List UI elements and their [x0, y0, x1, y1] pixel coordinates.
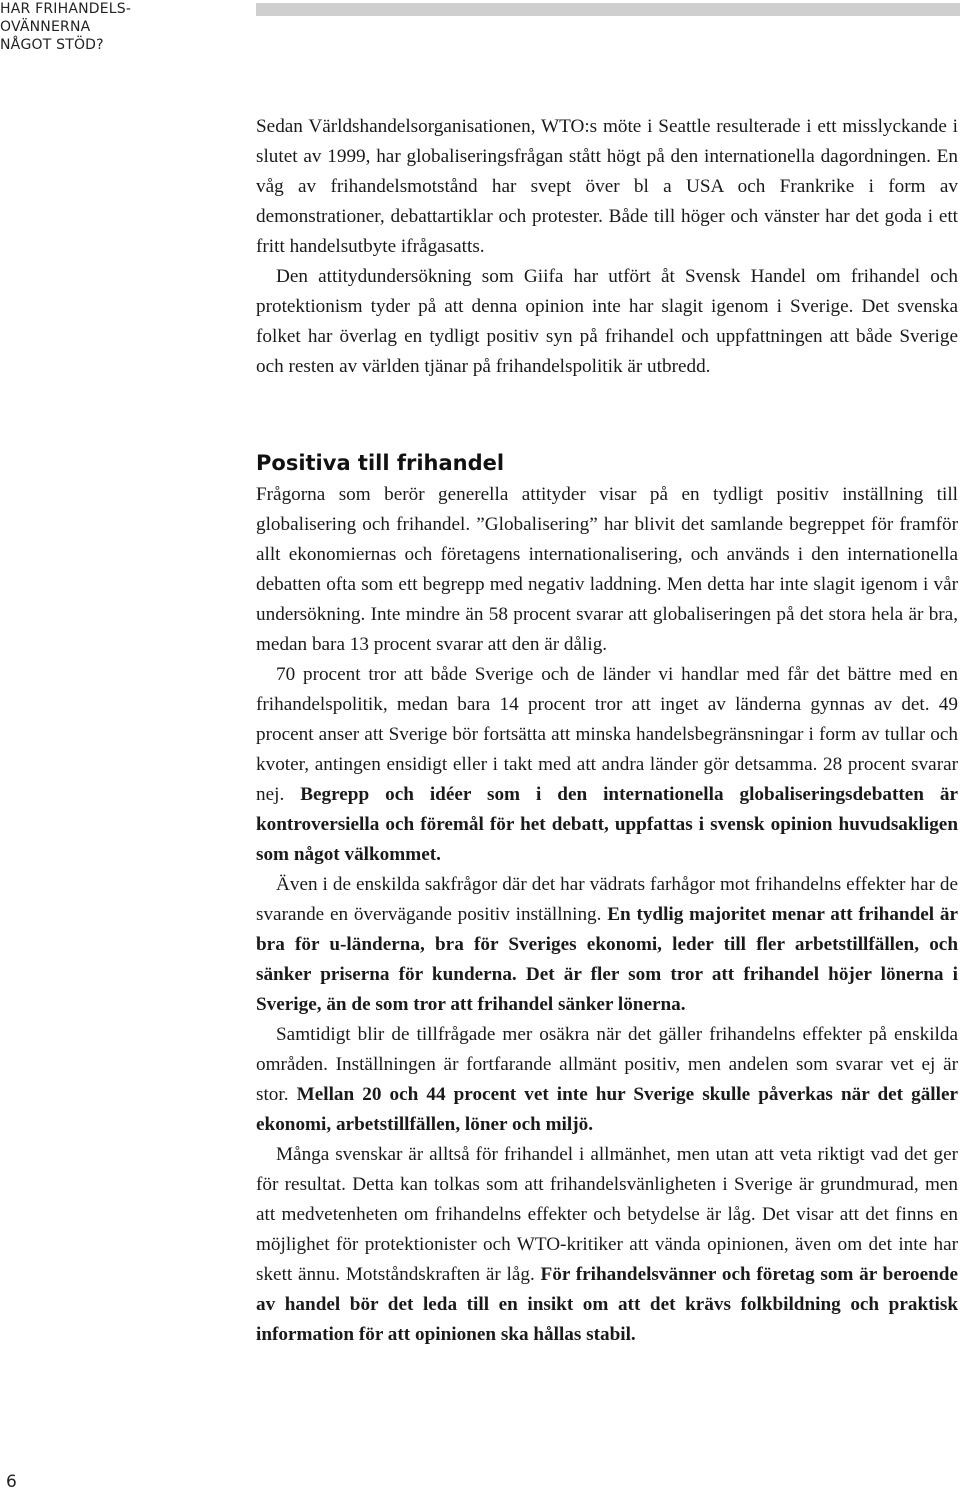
body-paragraph — [256, 1140, 958, 1350]
body-text: Många svenskar är alltså för frihandel i allmänhet, men utan att veta riktigt vad det ger för resultat. Detta kan tolkas som att frihandelsvänligheten i Sverige är grundmurad, men att medvetenheten om frihandelns effekter och betydelse är låg. Det visar att det finns en möjlighet för protektionister och WTO-kritiker att vända opinionen, även om det inte har skett ännu. Motståndskraften är låg. — [256, 1144, 958, 1285]
body-paragraph: Frågorna som berör generella attityder visar på en tydligt positiv inställning till globalisering och frihandel. ”Globalisering” har blivit det samlande begreppet för framför allt ekonomiernas och företagens internationalisering, och används i den internationella debatten ofta som ett begrepp med negativ laddning. Men detta har inte slagit igenom i vår undersökning. Inte mindre än 58 procent svarar att globaliseringen på det stora hela är bra, medan bara 13 procent svarar att den är dålig. — [256, 484, 958, 655]
body-paragraph — [256, 870, 958, 1020]
running-header-line: HAR FRIHANDELS- — [0, 1, 132, 17]
emphasis-text: För frihandelsvänner och företag som är beroende av handel bör det leda till en insikt om att det krävs folkbildning och praktisk information för att opinionen ska hållas stabil. — [256, 1264, 958, 1345]
article-body — [256, 112, 958, 1350]
body-paragraph — [256, 1020, 958, 1140]
body-text: Även i de enskilda sakfrågor där det har vädrats farhågor mot frihandelns effekter har de svarande en övervägande positiv inställning. — [256, 874, 958, 925]
intro-paragraph: Den attitydundersökning som Giifa har utfört åt Svensk Handel om frihandel och protektionism tyder på att denna opinion inte har slagit igenom i Sverige. Det svenska folket har överlag en tydligt positiv syn på frihandel och uppfattningen att både Sverige och resten av världen tjänar på frihandelspolitik är utbredd. — [256, 266, 958, 377]
running-header — [0, 0, 240, 54]
running-header-line: OVÄNNERNA — [0, 19, 91, 35]
emphasis-text: Begrepp och idéer som i den internationella globaliseringsdebatten är kontroversiella och föremål för het debatt, uppfattas i svensk opinion huvudsakligen som något välkommet. — [256, 784, 958, 865]
intro-paragraph: Sedan Världshandelsorganisationen, WTO:s möte i Seattle resulterade i ett misslyckande i slutet av 1999, har globaliseringsfrågan stått högt på den internationella dagordningen. En våg av frihandelsmotstånd har svept över bl a USA och Frankrike i form av demonstrationer, debattartiklar och protester. Både till höger och vänster har det goda i ett fritt handelsutbyte ifrågasatts. — [256, 116, 958, 257]
emphasis-text: Mellan 20 och 44 procent vet inte hur Sverige skulle påverkas när det gäller ekonomi, arbetstillfällen, löner och miljö. — [256, 1084, 958, 1135]
running-header-line: NÅGOT STÖD? — [0, 37, 104, 53]
body-text: Samtidigt blir de tillfrågade mer osäkra när det gäller frihandelns effekter på enskilda områden. Inställningen är fortfarande allmänt positiv, men andelen som svarar vet ej är stor. — [256, 1024, 958, 1105]
section-heading: Positiva till frihandel — [256, 451, 505, 475]
emphasis-text: En tydlig majoritet menar att frihandel är bra för u-länderna, bra för Sveriges ekonomi, leder till fler arbetstillfällen, och sänker priserna för kunderna. Det är fler som tror att frihandel höjer lönerna i Sverige, än de som tror att frihandel sänker lönerna. — [256, 904, 958, 1015]
page-number: 6 — [6, 1472, 17, 1492]
body-text: 70 procent tror att både Sverige och de länder vi handlar med får det bättre med en frihandelspolitik, medan bara 14 procent tror att inget av länderna gynnas av det. 49 procent anser att Sverige bör fortsätta att minska handelsbegränsningar i form av tullar och kvoter, antingen ensidigt eller i takt med att andra länder gör detsamma. 28 procent svarar nej. — [256, 664, 958, 805]
header-rule-bar — [256, 3, 960, 16]
body-paragraph — [256, 660, 958, 870]
